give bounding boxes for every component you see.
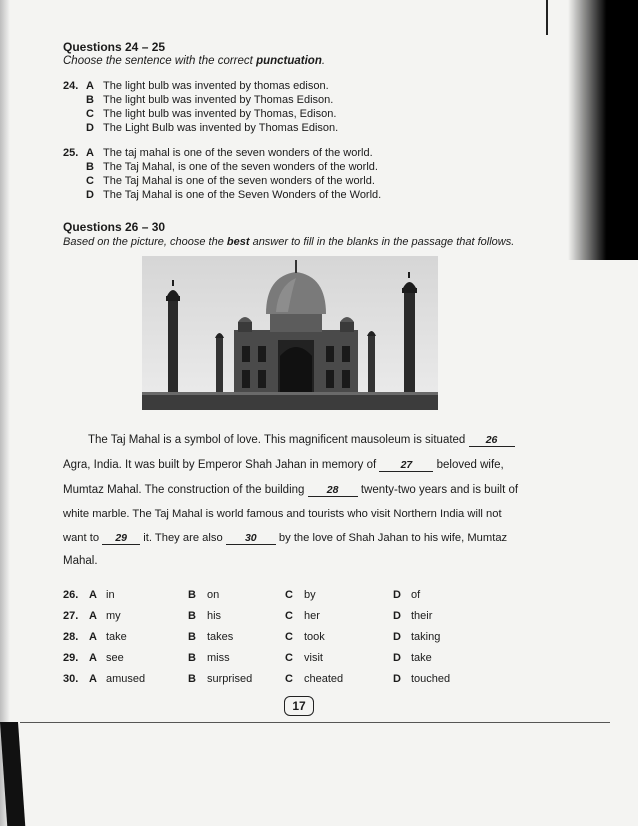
option-text: The Light Bulb was invented by Thomas Edison. xyxy=(103,122,339,134)
answer-number: 30. xyxy=(63,673,79,685)
page-left-edge xyxy=(0,0,10,826)
option-letter: A xyxy=(89,673,97,685)
option-a: amused xyxy=(106,673,146,685)
blank-29: 29 xyxy=(102,533,140,545)
answer-number: 28. xyxy=(63,631,79,643)
option-letter: A xyxy=(89,631,97,643)
option-text: The light bulb was invented by Thomas, Edison. xyxy=(103,108,337,120)
option-letter: A xyxy=(86,147,94,159)
option-text: The taj mahal is one of the seven wonders of the world. xyxy=(103,147,373,159)
taj-mahal-photo xyxy=(142,256,438,410)
section-heading-24-25: Questions 24 – 25 xyxy=(63,40,166,54)
option-letter: D xyxy=(393,673,401,685)
page-number: 17 xyxy=(284,696,314,716)
option-b: surprised xyxy=(207,673,253,685)
blank-27: 27 xyxy=(379,460,433,472)
option-letter: B xyxy=(188,673,196,685)
question-number-24: 24. xyxy=(63,80,79,92)
scan-shadow xyxy=(568,0,638,260)
passage-line-1: The Taj Mahal is a symbol of love. This magnificent mausoleum is situated 26 xyxy=(88,434,515,447)
scan-edge-line xyxy=(546,0,548,35)
option-letter: C xyxy=(86,108,94,120)
option-letter: D xyxy=(393,610,401,622)
option-letter: B xyxy=(188,610,196,622)
option-a: see xyxy=(106,652,124,664)
option-letter: B xyxy=(86,94,94,106)
answer-number: 27. xyxy=(63,610,79,622)
option-c: her xyxy=(304,610,320,622)
option-letter: B xyxy=(86,161,94,173)
option-letter: A xyxy=(86,80,94,92)
option-c: by xyxy=(304,589,316,601)
option-b: on xyxy=(207,589,220,601)
passage-line-4: white marble. The Taj Mahal is world famous and tourists who visit Northern India will not xyxy=(63,508,502,520)
answer-number: 26. xyxy=(63,589,79,601)
section-instruction-24-25: Choose the sentence with the correct punctuation. xyxy=(63,55,326,67)
passage-line-6: Mahal. xyxy=(63,555,98,567)
option-letter: C xyxy=(285,631,293,643)
option-letter: D xyxy=(393,589,401,601)
passage-line-5: want to 29 it. They are also 30 by the love of Shah Jahan to his wife, Mumtaz xyxy=(63,532,508,544)
option-letter: A xyxy=(89,652,97,664)
option-d: taking xyxy=(411,631,441,643)
option-letter: A xyxy=(89,589,97,601)
question-number-25: 25. xyxy=(63,147,79,159)
option-letter: C xyxy=(285,589,293,601)
option-letter: C xyxy=(86,175,94,187)
option-letter: C xyxy=(285,610,293,622)
option-text: The Taj Mahal, is one of the seven wonders of the world. xyxy=(103,161,378,173)
option-letter: D xyxy=(393,652,401,664)
option-text: The Taj Mahal is one of the Seven Wonders of the World. xyxy=(103,189,382,201)
option-text: The light bulb was invented by Thomas Edison. xyxy=(103,94,334,106)
option-d: of xyxy=(411,589,421,601)
page-bottom-rule xyxy=(20,722,610,723)
option-letter: B xyxy=(188,589,196,601)
option-text: The light bulb was invented by thomas edison. xyxy=(103,80,329,92)
section-instruction-26-30: Based on the picture, choose the best answer to fill in the blanks in the passage that follows. xyxy=(63,236,515,248)
option-c: visit xyxy=(304,652,323,664)
option-b: his xyxy=(207,610,222,622)
option-a: in xyxy=(106,589,115,601)
blank-28: 28 xyxy=(308,485,358,497)
option-a: take xyxy=(106,631,127,643)
section-heading-26-30: Questions 26 – 30 xyxy=(63,220,166,234)
passage-line-2: Agra, India. It was built by Emperor Shah Jahan in memory of 27 beloved wife, xyxy=(63,459,504,471)
option-b: takes xyxy=(207,631,234,643)
option-letter: D xyxy=(86,122,94,134)
option-c: cheated xyxy=(304,673,344,685)
option-letter: D xyxy=(393,631,401,643)
option-d: touched xyxy=(411,673,451,685)
blank-30: 30 xyxy=(226,533,276,545)
answer-number: 29. xyxy=(63,652,79,664)
option-letter: B xyxy=(188,631,196,643)
option-letter: B xyxy=(188,652,196,664)
option-c: took xyxy=(304,631,325,643)
option-a: my xyxy=(106,610,121,622)
option-letter: C xyxy=(285,673,293,685)
option-b: miss xyxy=(207,652,230,664)
option-letter: A xyxy=(89,610,97,622)
passage-line-3: Mumtaz Mahal. The construction of the building 28 twenty-two years and is built of xyxy=(63,484,519,496)
blank-26: 26 xyxy=(469,435,515,447)
option-d: take xyxy=(411,652,432,664)
option-text: The Taj Mahal is one of the seven wonders of the world. xyxy=(103,175,375,187)
option-d: their xyxy=(411,610,433,622)
option-letter: D xyxy=(86,189,94,201)
option-letter: C xyxy=(285,652,293,664)
